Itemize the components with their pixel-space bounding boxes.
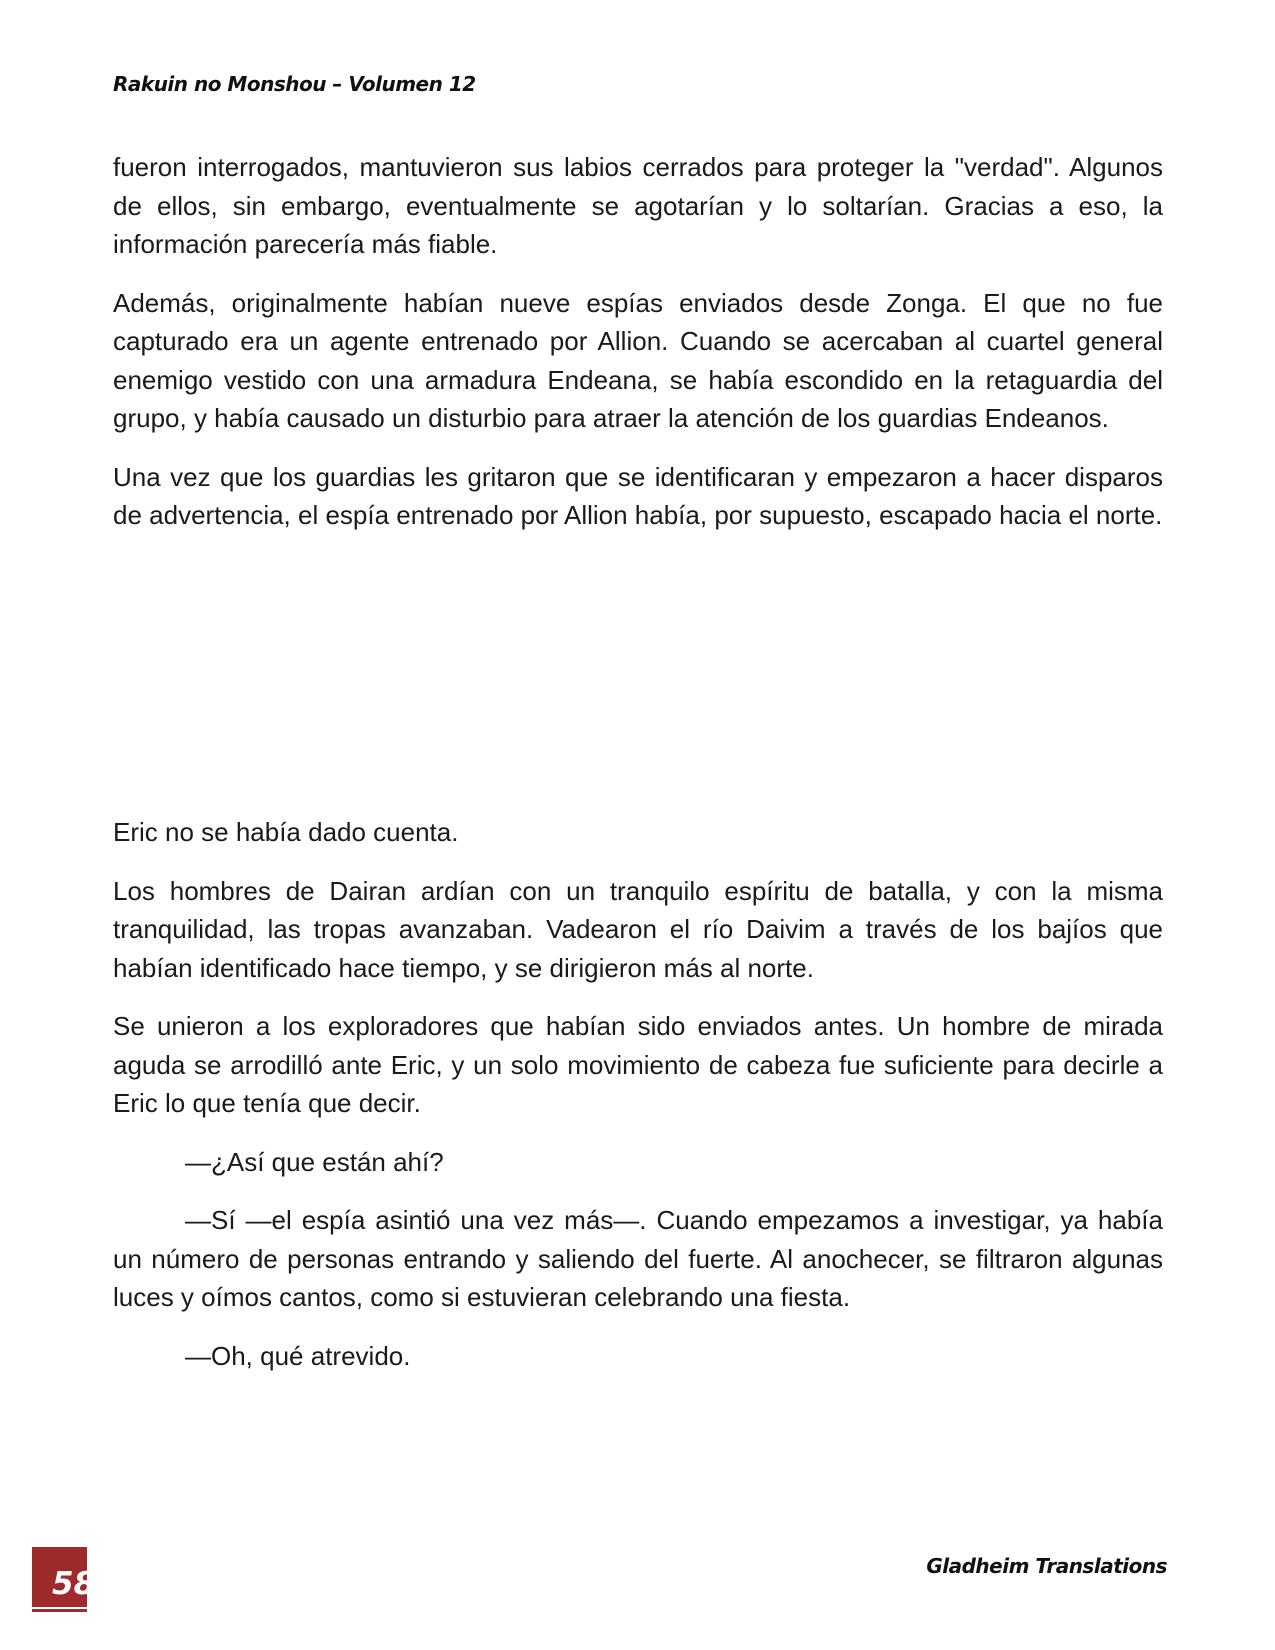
paragraph: fueron interrogados, mantuvieron sus labios cerrados para proteger la "verdad". Algunos de ellos, sin embargo, eventualmente se agotarían y lo soltarían. Gracias a eso, la información parecería más fiable. (113, 152, 1163, 259)
paragraph: Los hombres de Dairan ardían con un tranquilo espíritu de batalla, y con la misma tranquilidad, las tropas avanzaban. Vadearon el río Daivim a través de los bajíos que habían identificado hace tiempo, y se dirigieron más al norte. (113, 875, 1163, 983)
page-number-badge (32, 1547, 96, 1612)
dialogue-line: —¿Así que están ahí? (185, 1146, 444, 1177)
text-block-two (113, 813, 1163, 1395)
dialogue-line: —Oh, qué atrevido. (185, 1340, 411, 1371)
paragraph: Una vez que los guardias les gritaron que se identificaran y empezaron a hacer disparos de advertencia, el espía entrenado por Allion había, por supuesto, escapado hacia el norte. (113, 461, 1163, 530)
paragraph: Además, originalmente habían nueve espías enviados desde Zonga. El que no fue capturado era un agente entrenado por Allion. Cuando se acercaban al cuartel general enemigo vestido con una armadura Endeana, se había escondido en la retaguardia del grupo, y había causado un disturbio para atraer la atención de los guardias Endeanos. (113, 287, 1163, 433)
running-header: Rakuin no Monshou – Volumen 12 (113, 72, 476, 96)
paragraph: Se unieron a los exploradores que habían sido enviados antes. Un hombre de mirada aguda se arrodilló ante Eric, y un solo movimiento de cabeza fue suficiente para decirle a Eric lo que tenía que decir. (113, 1011, 1163, 1118)
footer-credit: Gladheim Translations (926, 1554, 1167, 1578)
text-block-one (113, 148, 1163, 555)
page-number: 58 (52, 1566, 96, 1602)
dialogue-line: —Sí —el espía asintió una vez más—. Cuando empezamos a investigar, ya había un número de personas entrando y saliendo del fuerte. Al anochecer, se filtraron algunas luces y oímos cantos, como si estuvieran celebrando una fiesta. (113, 1205, 1163, 1312)
paragraph: Eric no se había dado cuenta. (113, 817, 459, 847)
page-number-underline (32, 1607, 87, 1609)
